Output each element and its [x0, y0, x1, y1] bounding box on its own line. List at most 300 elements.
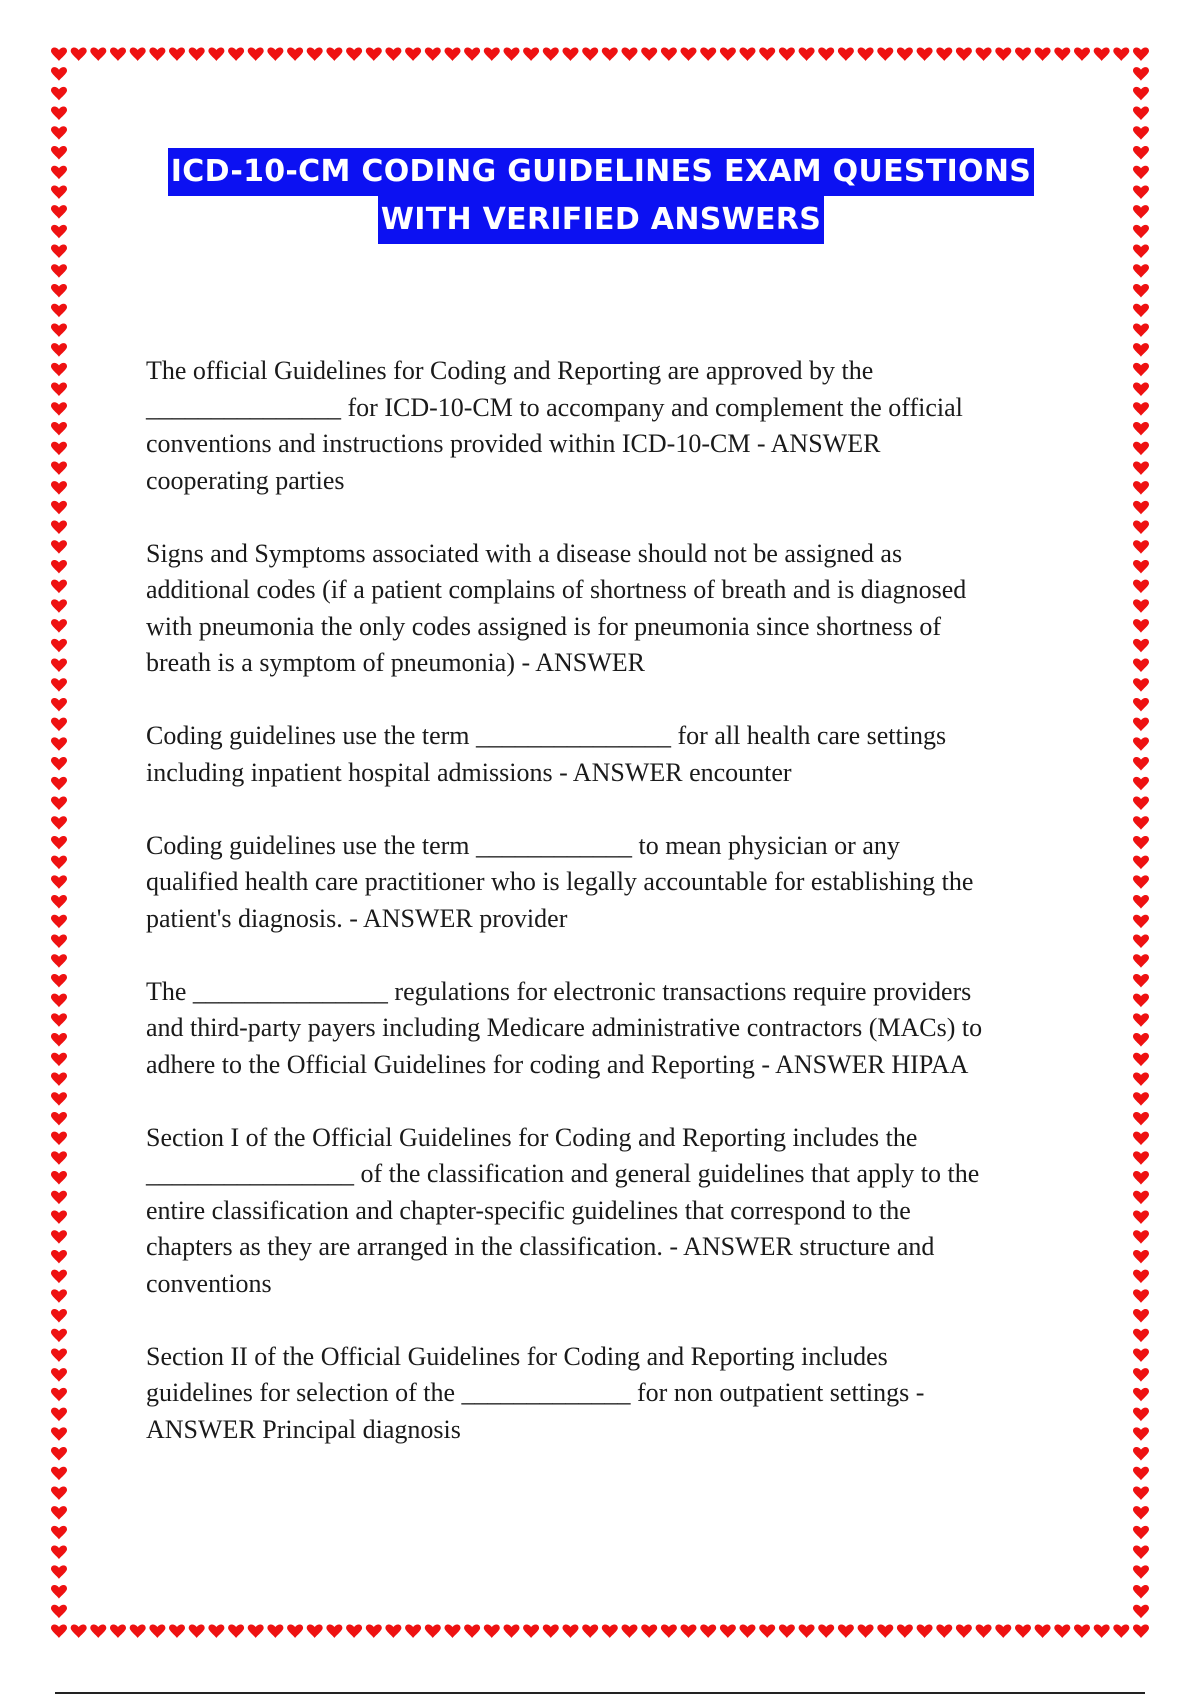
heart-icon: [1054, 47, 1070, 61]
heart-icon: [1133, 126, 1149, 140]
document-title: [146, 148, 1056, 244]
heart-icon: [759, 47, 775, 61]
heart-icon: [1133, 1624, 1149, 1638]
heart-icon: [1133, 836, 1149, 850]
heart-icon: [51, 1506, 67, 1520]
heart-icon: [1133, 1013, 1149, 1027]
heart-icon: [1133, 1467, 1149, 1481]
heart-icon: [543, 47, 559, 61]
heart-icon: [1133, 698, 1149, 712]
heart-icon: [248, 1624, 264, 1638]
heart-icon: [523, 47, 539, 61]
heart-icon: [976, 47, 992, 61]
qa-item: [146, 974, 1066, 1084]
heart-icon: [51, 402, 67, 416]
heart-icon: [51, 1408, 67, 1422]
qa-line: patient's diagnosis. - ANSWER provider: [146, 903, 568, 933]
heart-icon: [51, 1546, 67, 1560]
heart-icon: [405, 1624, 421, 1638]
heart-icon: [51, 264, 67, 278]
qa-line: additional codes (if a patient complains of shortness of breath and is diagnosed: [146, 575, 967, 604]
qa-line: breath is a symptom of pneumonia) - ANSWER: [146, 648, 645, 677]
heart-icon: [1133, 580, 1149, 594]
heart-icon: [1133, 225, 1149, 239]
heart-icon: [1133, 1289, 1149, 1303]
heart-icon: [228, 47, 244, 61]
heart-icon: [1113, 47, 1129, 61]
heart-icon: [51, 461, 67, 475]
heart-icon: [1133, 1230, 1149, 1244]
heart-icon: [130, 47, 146, 61]
heart-icon: [1133, 1486, 1149, 1500]
heart-icon: [51, 1151, 67, 1165]
heart-icon: [267, 47, 283, 61]
heart-icon: [602, 47, 618, 61]
heart-icon: [287, 1624, 303, 1638]
qa-line: ANSWER Principal diagnosis: [146, 1414, 461, 1444]
heart-icon: [189, 47, 205, 61]
heart-icon: [51, 87, 67, 101]
heart-icon: [208, 1624, 224, 1638]
heart-icon: [995, 47, 1011, 61]
heart-icon: [51, 1348, 67, 1362]
qa-item: [146, 353, 1066, 499]
heart-icon: [1133, 915, 1149, 929]
heart-icon: [1133, 659, 1149, 673]
heart-icon: [1133, 954, 1149, 968]
heart-icon: [51, 836, 67, 850]
heart-icon: [51, 67, 67, 81]
heart-icon: [681, 47, 697, 61]
heart-icon: [90, 1624, 106, 1638]
qa-line: guidelines for selection of the _____________ for non outpatient settings -: [146, 1378, 925, 1407]
heart-icon: [1133, 1526, 1149, 1540]
heart-icon: [51, 1053, 67, 1067]
heart-icon: [51, 737, 67, 751]
heart-icon: [346, 47, 362, 61]
heart-icon: [1133, 1053, 1149, 1067]
heart-icon: [563, 1624, 579, 1638]
heart-icon: [602, 1624, 618, 1638]
heart-icon: [661, 1624, 677, 1638]
heart-icon: [1133, 521, 1149, 535]
heart-icon: [385, 47, 401, 61]
heart-icon: [51, 1191, 67, 1205]
heart-icon: [51, 1329, 67, 1343]
heart-icon: [622, 1624, 638, 1638]
heart-icon: [818, 1624, 834, 1638]
qa-line: with pneumonia the only codes assigned is for pneumonia since shortness of: [146, 611, 942, 641]
heart-icon: [1133, 1132, 1149, 1146]
heart-icon: [346, 1624, 362, 1638]
heart-icon: [1133, 1408, 1149, 1422]
heart-icon: [1133, 264, 1149, 278]
heart-icon: [51, 284, 67, 298]
heart-icon: [51, 383, 67, 397]
heart-icon: [51, 599, 67, 613]
heart-icon: [1133, 67, 1149, 81]
heart-icon: [51, 777, 67, 791]
heart-icon: [366, 1624, 382, 1638]
heart-icon: [51, 816, 67, 830]
heart-icon: [445, 47, 461, 61]
heart-icon: [1133, 875, 1149, 889]
heart-icon: [1133, 1092, 1149, 1106]
heart-icon: [1133, 994, 1149, 1008]
heart-icon: [1133, 1250, 1149, 1264]
qa-line: conventions and instructions provided within ICD-10-CM - ANSWER: [146, 429, 881, 458]
heart-icon: [1133, 422, 1149, 436]
heart-icon: [641, 47, 657, 61]
heart-icon: [1133, 935, 1149, 949]
heart-icon: [425, 47, 441, 61]
heart-icon: [51, 797, 67, 811]
heart-icon: [51, 521, 67, 535]
heart-icon: [543, 1624, 559, 1638]
heart-icon: [169, 47, 185, 61]
heart-icon: [622, 47, 638, 61]
qa-line: Coding guidelines use the term ____________ to mean physician or any: [146, 830, 900, 860]
heart-icon: [51, 895, 67, 909]
heart-icon: [1133, 402, 1149, 416]
heart-icon: [51, 146, 67, 160]
heart-icon: [445, 1624, 461, 1638]
heart-icon: [51, 1605, 67, 1619]
heart-icon: [936, 47, 952, 61]
heart-icon: [51, 1309, 67, 1323]
heart-icon: [51, 1250, 67, 1264]
heart-icon: [582, 47, 598, 61]
heart-icon: [1133, 1348, 1149, 1362]
heart-icon: [366, 47, 382, 61]
heart-icon: [1133, 87, 1149, 101]
heart-icon: [897, 47, 913, 61]
qa-line: and third-party payers including Medicare administrative contractors (MACs) to: [146, 1013, 983, 1042]
qa-list: [146, 353, 1066, 1485]
heart-icon: [917, 47, 933, 61]
heart-icon: [51, 422, 67, 436]
heart-icon: [1133, 343, 1149, 357]
heart-icon: [208, 47, 224, 61]
heart-icon: [51, 1289, 67, 1303]
heart-icon: [1133, 895, 1149, 909]
heart-icon: [51, 126, 67, 140]
heart-icon: [740, 47, 756, 61]
heart-icon: [759, 1624, 775, 1638]
heart-icon: [71, 1624, 87, 1638]
heart-icon: [1133, 245, 1149, 259]
heart-icon: [51, 698, 67, 712]
heart-icon: [1133, 107, 1149, 121]
heart-icon: [51, 915, 67, 929]
heart-icon: [51, 442, 67, 456]
heart-icon: [51, 304, 67, 318]
heart-icon: [1133, 1309, 1149, 1323]
heart-icon: [779, 47, 795, 61]
heart-icon: [149, 1624, 165, 1638]
heart-icon: [1133, 1112, 1149, 1126]
heart-icon: [661, 47, 677, 61]
heart-icon: [1054, 1624, 1070, 1638]
heart-icon: [1133, 560, 1149, 574]
heart-icon: [1094, 1624, 1110, 1638]
qa-line: Section I of the Official Guidelines for Coding and Reporting includes the: [146, 1122, 918, 1152]
qa-line: entire classification and chapter-specific guidelines that correspond to the: [146, 1195, 911, 1225]
heart-icon: [917, 1624, 933, 1638]
heart-icon: [504, 47, 520, 61]
heart-icon: [1133, 146, 1149, 160]
heart-icon: [51, 935, 67, 949]
heart-icon: [248, 47, 264, 61]
heart-icon: [51, 639, 67, 653]
heart-icon: [51, 1368, 67, 1382]
heart-icon: [897, 1624, 913, 1638]
heart-icon: [956, 47, 972, 61]
heart-icon: [799, 1624, 815, 1638]
heart-icon: [818, 47, 834, 61]
heart-icon: [287, 47, 303, 61]
heart-icon: [51, 363, 67, 377]
heart-icon: [877, 1624, 893, 1638]
qa-item: [146, 828, 1066, 938]
heart-icon: [1133, 718, 1149, 732]
heart-icon: [267, 1624, 283, 1638]
heart-icon: [484, 1624, 500, 1638]
heart-icon: [51, 1467, 67, 1481]
heart-icon: [1133, 1585, 1149, 1599]
heart-icon: [1133, 678, 1149, 692]
heart-icon: [641, 1624, 657, 1638]
heart-icon: [700, 1624, 716, 1638]
heart-icon: [1133, 363, 1149, 377]
heart-icon: [1133, 619, 1149, 633]
heart-icon: [51, 1210, 67, 1224]
heart-icon: [1133, 185, 1149, 199]
heart-icon: [51, 1486, 67, 1500]
heart-icon: [858, 47, 874, 61]
heart-icon: [425, 1624, 441, 1638]
heart-icon: [71, 47, 87, 61]
heart-icon: [51, 1013, 67, 1027]
heart-icon: [464, 47, 480, 61]
heart-icon: [956, 1624, 972, 1638]
heart-icon: [1133, 501, 1149, 515]
heart-icon: [1133, 1210, 1149, 1224]
heart-icon: [1133, 797, 1149, 811]
heart-icon: [1133, 1447, 1149, 1461]
heart-icon: [1133, 1191, 1149, 1205]
qa-line: including inpatient hospital admissions - ANSWER encounter: [146, 757, 792, 787]
heart-icon: [307, 47, 323, 61]
heart-icon: [51, 1427, 67, 1441]
heart-icon: [582, 1624, 598, 1638]
qa-line: _______________ for ICD-10-CM to accompany and complement the official: [146, 392, 963, 422]
heart-icon: [51, 1585, 67, 1599]
heart-icon: [307, 1624, 323, 1638]
heart-icon: [51, 856, 67, 870]
heart-icon: [1133, 856, 1149, 870]
heart-icon: [1133, 461, 1149, 475]
heart-icon: [976, 1624, 992, 1638]
heart-icon: [405, 47, 421, 61]
heart-icon: [51, 1171, 67, 1185]
heart-icon: [51, 481, 67, 495]
heart-icon: [1133, 304, 1149, 318]
qa-item: [146, 1339, 1066, 1449]
heart-icon: [51, 1132, 67, 1146]
qa-item: [146, 718, 1066, 791]
heart-icon: [90, 47, 106, 61]
title-line-1: ICD-10-CM CODING GUIDELINES EXAM QUESTIONS: [168, 148, 1034, 196]
qa-line: ________________ of the classification and general guidelines that apply to the: [146, 1159, 980, 1188]
heart-icon: [1094, 47, 1110, 61]
heart-icon: [1133, 284, 1149, 298]
heart-icon: [51, 343, 67, 357]
heart-icon: [1133, 816, 1149, 830]
heart-icon: [1133, 974, 1149, 988]
qa-line: The official Guidelines for Coding and Reporting are approved by the: [146, 356, 874, 385]
heart-icon: [720, 47, 736, 61]
heart-icon: [1133, 205, 1149, 219]
heart-icon: [1133, 540, 1149, 554]
heart-icon: [51, 718, 67, 732]
heart-icon: [936, 1624, 952, 1638]
heart-icon: [1133, 1565, 1149, 1579]
heart-icon: [484, 47, 500, 61]
heart-icon: [1133, 166, 1149, 180]
heart-icon: [51, 1526, 67, 1540]
heart-icon: [1133, 737, 1149, 751]
heart-icon: [51, 875, 67, 889]
heart-icon: [385, 1624, 401, 1638]
heart-icon: [51, 166, 67, 180]
heart-icon: [51, 1270, 67, 1284]
heart-icon: [1133, 1427, 1149, 1441]
heart-icon: [51, 245, 67, 259]
heart-icon: [51, 501, 67, 515]
heart-icon: [51, 1092, 67, 1106]
heart-icon: [51, 757, 67, 771]
heart-icon: [1133, 639, 1149, 653]
heart-icon: [130, 1624, 146, 1638]
heart-icon: [523, 1624, 539, 1638]
heart-icon: [149, 47, 165, 61]
heart-icon: [1035, 1624, 1051, 1638]
heart-icon: [51, 1565, 67, 1579]
heart-icon: [504, 1624, 520, 1638]
heart-icon: [838, 47, 854, 61]
heart-icon: [51, 659, 67, 673]
heart-icon: [1133, 599, 1149, 613]
heart-icon: [563, 47, 579, 61]
heart-icon: [51, 1624, 67, 1638]
heart-icon: [1035, 47, 1051, 61]
heart-icon: [51, 47, 67, 61]
heart-icon: [1015, 1624, 1031, 1638]
heart-icon: [51, 1447, 67, 1461]
heart-icon: [1133, 1072, 1149, 1086]
heart-icon: [51, 540, 67, 554]
heart-icon: [1133, 1171, 1149, 1185]
heart-icon: [779, 1624, 795, 1638]
heart-icon: [1133, 777, 1149, 791]
heart-icon: [110, 1624, 126, 1638]
heart-icon: [1133, 1151, 1149, 1165]
heart-icon: [1113, 1624, 1129, 1638]
qa-line: qualified health care practitioner who is legally accountable for establishing the: [146, 867, 974, 896]
heart-icon: [877, 47, 893, 61]
heart-icon: [228, 1624, 244, 1638]
heart-icon: [1133, 757, 1149, 771]
heart-icon: [1133, 1605, 1149, 1619]
heart-icon: [326, 1624, 342, 1638]
heart-icon: [1133, 383, 1149, 397]
heart-icon: [51, 107, 67, 121]
heart-icon: [51, 185, 67, 199]
heart-icon: [51, 580, 67, 594]
heart-icon: [51, 619, 67, 633]
heart-icon: [51, 1388, 67, 1402]
heart-icon: [51, 1072, 67, 1086]
heart-icon: [1133, 1506, 1149, 1520]
heart-icon: [1133, 1388, 1149, 1402]
qa-line: The _______________ regulations for electronic transactions require providers: [146, 976, 972, 1006]
heart-icon: [110, 47, 126, 61]
heart-icon: [740, 1624, 756, 1638]
heart-icon: [1133, 1546, 1149, 1560]
heart-icon: [1133, 442, 1149, 456]
heart-icon: [51, 205, 67, 219]
heart-icon: [189, 1624, 205, 1638]
heart-icon: [464, 1624, 480, 1638]
heart-icon: [1015, 47, 1031, 61]
qa-line: chapters as they are arranged in the classification. - ANSWER structure and: [146, 1232, 935, 1261]
heart-icon: [1133, 1270, 1149, 1284]
heart-icon: [1133, 481, 1149, 495]
qa-line: conventions: [146, 1268, 272, 1298]
heart-icon: [51, 1230, 67, 1244]
heart-icon: [1074, 1624, 1090, 1638]
title-line-2: WITH VERIFIED ANSWERS: [378, 196, 824, 244]
heart-icon: [720, 1624, 736, 1638]
heart-icon: [858, 1624, 874, 1638]
heart-icon: [1133, 47, 1149, 61]
heart-icon: [51, 954, 67, 968]
heart-icon: [995, 1624, 1011, 1638]
heart-icon: [51, 994, 67, 1008]
heart-icon: [838, 1624, 854, 1638]
heart-icon: [51, 323, 67, 337]
heart-icon: [51, 1112, 67, 1126]
qa-item: [146, 536, 1066, 682]
qa-line: Signs and Symptoms associated with a disease should not be assigned as: [146, 538, 903, 568]
qa-line: Section II of the Official Guidelines for Coding and Reporting includes: [146, 1341, 888, 1371]
heart-icon: [700, 47, 716, 61]
heart-icon: [1133, 1033, 1149, 1047]
heart-icon: [51, 678, 67, 692]
qa-line: adhere to the Official Guidelines for coding and Reporting - ANSWER HIPAA: [146, 1049, 969, 1079]
heart-icon: [1074, 47, 1090, 61]
heart-icon: [51, 225, 67, 239]
heart-icon: [1133, 323, 1149, 337]
heart-icon: [169, 1624, 185, 1638]
qa-line: Coding guidelines use the term _______________ for all health care settings: [146, 721, 947, 750]
qa-line: cooperating parties: [146, 465, 345, 495]
footer-divider: [55, 1692, 1145, 1694]
qa-item: [146, 1120, 1066, 1303]
heart-icon: [681, 1624, 697, 1638]
heart-icon: [1133, 1368, 1149, 1382]
